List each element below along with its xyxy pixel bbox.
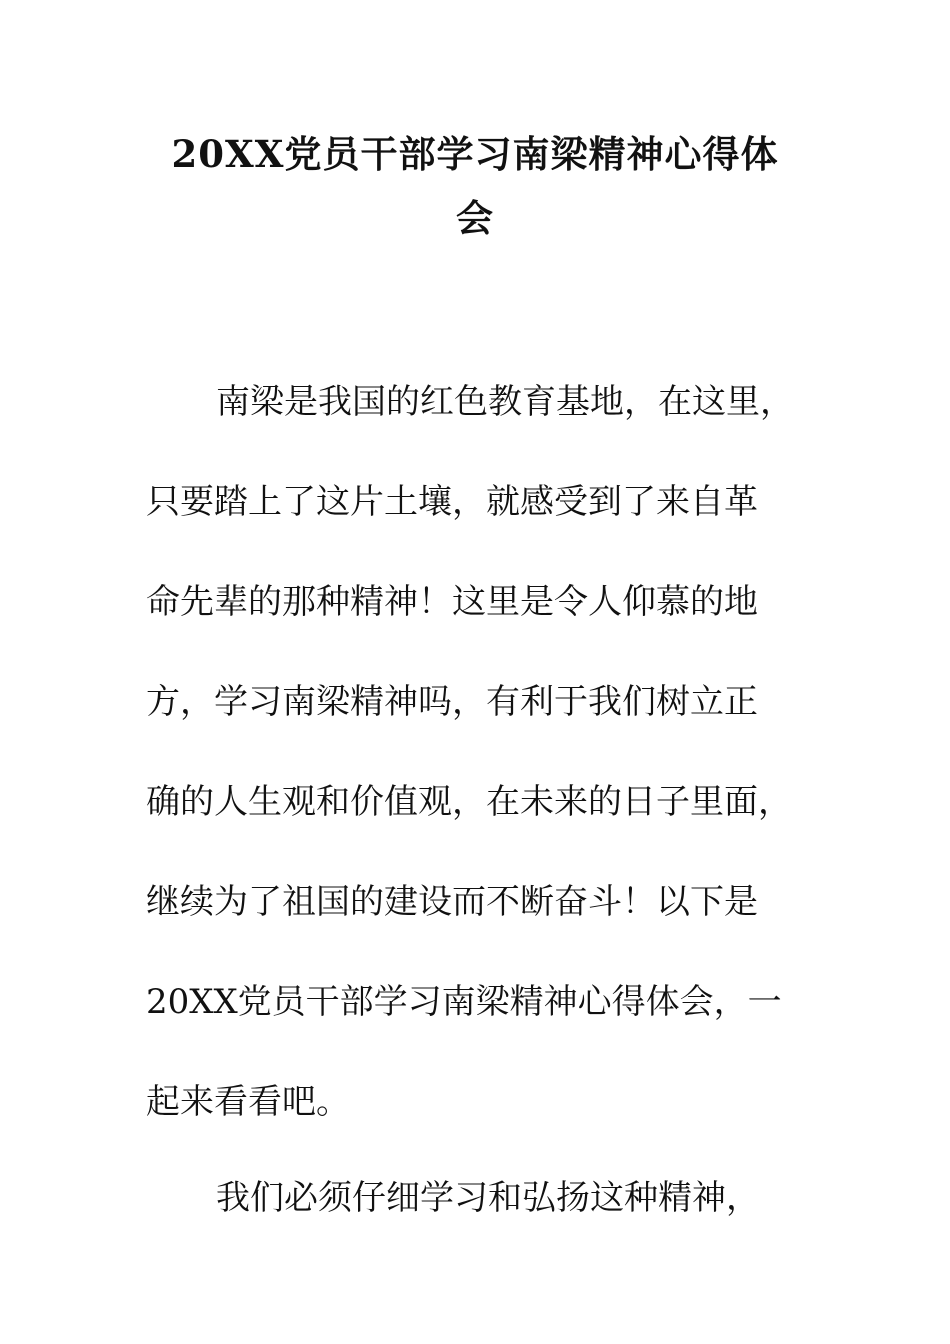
paragraph-line: 方，学习南梁精神吗，有利于我们树立正 — [146, 682, 758, 722]
title-line: 20XX党员干部学习南梁精神心得体 — [171, 132, 779, 176]
document-title — [140, 122, 810, 250]
paragraph-1 — [146, 352, 806, 1152]
paragraph-2 — [146, 1148, 806, 1248]
paragraph-line: 只要踏上了这片土壤，就感受到了来自革 — [146, 482, 758, 522]
title-line: 会 — [456, 196, 494, 240]
paragraph-line: 南梁是我国的红色教育基地，在这里， — [216, 382, 794, 422]
paragraph-line: 命先辈的那种精神！这里是令人仰慕的地 — [146, 582, 758, 622]
paragraph-line: 继续为了祖国的建设而不断奋斗！以下是 — [146, 882, 758, 922]
paragraph-line: 起来看看吧。 — [146, 1082, 350, 1122]
paragraph-line: 20XX党员干部学习南梁精神心得体会，一 — [146, 982, 782, 1022]
paragraph-line: 确的人生观和价值观，在未来的日子里面， — [146, 782, 792, 822]
paragraph-line: 我们必须仔细学习和弘扬这种精神， — [216, 1178, 760, 1218]
